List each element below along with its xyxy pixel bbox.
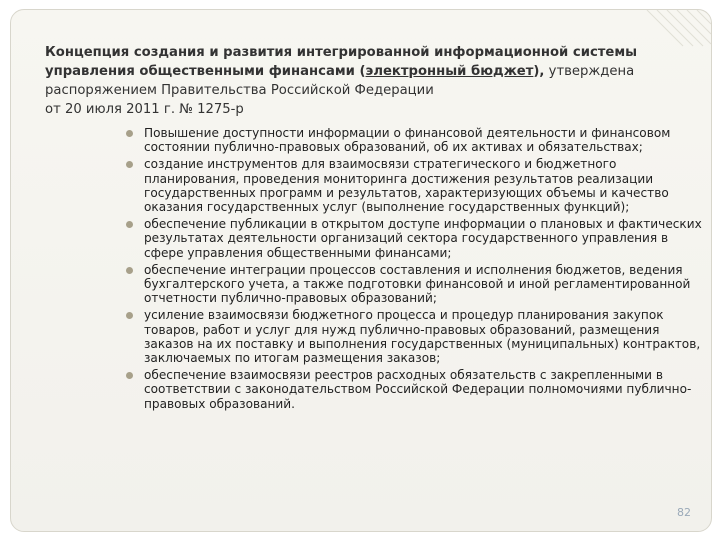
list-item-text: усиление взаимосвязи бюджетного процесса и процедур планирования закупок товаров, работ и услуг для нужд публично-правовых образований, размещения заказов на их поставку и выполнения государственных (муниципальных) контрактов, заключаемых по итогам размещения заказов; [144, 308, 701, 366]
list-item [144, 157, 704, 214]
list-item-text: обеспечение публикации в открытом доступе информации о плановых и фактических результатах деятельности организаций сектора государственного управления в сфере управления общественными финансами; [144, 217, 702, 260]
bullet-dot-icon [126, 161, 133, 168]
list-item [144, 368, 704, 411]
heading-line-4: от 20 июля 2011 г. № 1275-р [45, 102, 244, 117]
bullet-list [144, 126, 704, 414]
list-item [144, 126, 704, 154]
slide-heading [45, 43, 645, 119]
list-item-text: Повышение доступности информации о финансовой деятельности и финансовом состоянии публично-правовых образований, об их активах и обязательствах; [144, 126, 671, 155]
heading-underlined-term: электронный бюджет [365, 64, 534, 79]
list-item-text: обеспечение взаимосвязи реестров расходных обязательств с закрепленными в соответствии с законодательством Российской Федерации полномочиями публично-правовых образований. [144, 368, 692, 411]
list-item-text: обеспечение интеграции процессов составления и исполнения бюджетов, ведения бухгалтерского учета, а также подготовки финансовой и иной регламентированной отчетности публично-правовых образований; [144, 262, 691, 306]
bullet-dot-icon [126, 130, 133, 137]
heading-line-3: распоряжением Правительства Российской Федерации [45, 83, 434, 98]
list-item [144, 217, 704, 260]
heading-line-2 [45, 62, 645, 81]
bullet-dot-icon [126, 372, 133, 379]
heading-line-1: Концепция создания и развития интегрированной информационной системы [45, 45, 638, 60]
heading-line-2-prefix: управления общественными финансами ( [45, 64, 366, 79]
list-item [144, 263, 704, 306]
list-item-text: создание инструментов для взаимосвязи стратегического и бюджетного планирования, проведения мониторинга достижения результатов реализации государственных программ и результатов, характеризующих объемы и качество оказания государственных услуг (выполнение государственных функций); [144, 157, 669, 215]
bullet-dot-icon [126, 221, 133, 228]
bullet-dot-icon [126, 312, 133, 319]
slide-frame [10, 9, 712, 532]
heading-line-2-normal: утверждена [544, 64, 635, 79]
corner-decoration [641, 10, 711, 48]
heading-line-2-suffix: ), [533, 64, 545, 79]
page-number: 82 [677, 506, 691, 519]
list-item [144, 308, 704, 365]
bullet-dot-icon [126, 267, 133, 274]
